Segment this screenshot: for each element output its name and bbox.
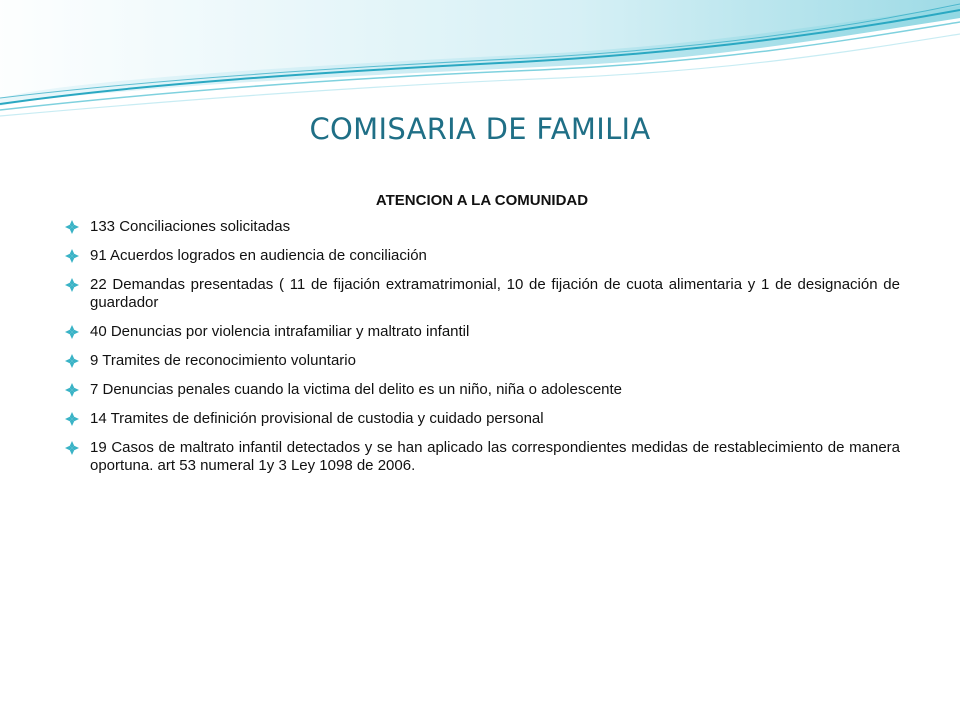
bullet-list xyxy=(64,218,900,475)
section-subheading: ATENCION A LA COMUNIDAD xyxy=(375,192,589,209)
diamond-bullet-icon xyxy=(64,411,80,427)
diamond-bullet-icon xyxy=(64,219,80,235)
list-item xyxy=(64,276,900,312)
list-item xyxy=(64,323,900,341)
diamond-bullet-icon xyxy=(64,440,80,456)
diamond-bullet-icon xyxy=(64,353,80,369)
list-item xyxy=(64,381,900,399)
slide-title: COMISARIA DE FAMILIA xyxy=(309,112,651,146)
list-item-text: 9 Tramites de reconocimiento voluntario xyxy=(90,352,356,369)
diamond-bullet-icon xyxy=(64,324,80,340)
list-item xyxy=(64,247,900,265)
list-item xyxy=(64,439,900,475)
list-item-text: 22 Demandas presentadas ( 11 de fijación extramatrimonial, 10 de fijación de cuota alimentaria y 1 de designación de guardador xyxy=(90,276,900,311)
list-item xyxy=(64,410,900,428)
header-wave-decoration xyxy=(0,0,960,120)
slide-content xyxy=(64,192,900,486)
list-item-text: 14 Tramites de definición provisional de custodia y cuidado personal xyxy=(90,410,544,427)
list-item-text: 19 Casos de maltrato infantil detectados y se han aplicado las correspondientes medidas de restablecimiento de manera oportuna. art 53 numeral 1y 3 Ley 1098 de 2006. xyxy=(90,439,900,474)
list-item xyxy=(64,352,900,370)
list-item-text: 40 Denuncias por violencia intrafamiliar y maltrato infantil xyxy=(90,323,470,340)
diamond-bullet-icon xyxy=(64,277,80,293)
list-item xyxy=(64,218,900,236)
diamond-bullet-icon xyxy=(64,382,80,398)
list-item-text: 91 Acuerdos logrados en audiencia de conciliación xyxy=(90,247,427,264)
diamond-bullet-icon xyxy=(64,248,80,264)
list-item-text: 133 Conciliaciones solicitadas xyxy=(90,218,291,235)
list-item-text: 7 Denuncias penales cuando la victima del delito es un niño, niña o adolescente xyxy=(90,381,623,398)
